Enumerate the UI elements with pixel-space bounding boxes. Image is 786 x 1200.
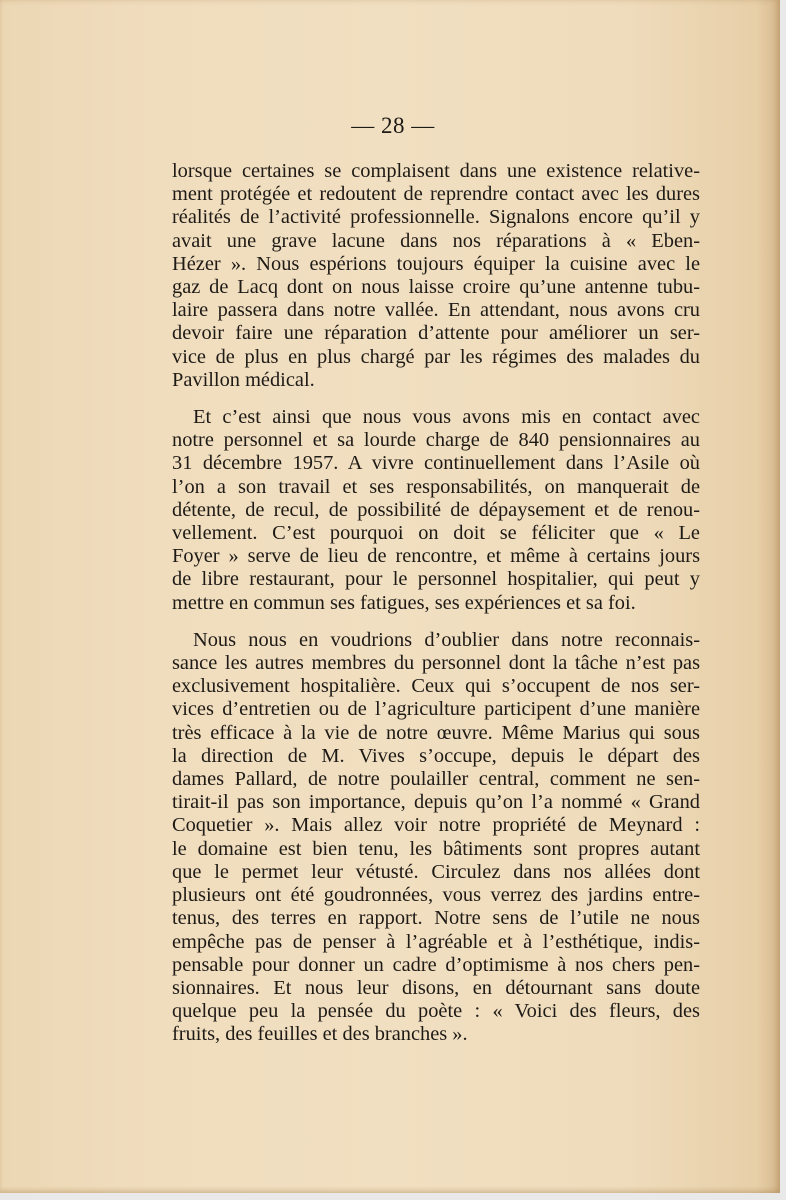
text-line: Foyer » serve de lieu de rencontre, et même à certains jours bbox=[172, 545, 700, 568]
text-line: vellement. C’est pourquoi on doit se féliciter que « Le bbox=[172, 522, 700, 545]
text-line: le domaine est bien tenu, les bâtiments sont propres autant bbox=[172, 837, 700, 860]
text-line: pensable pour donner un cadre d’optimisme à nos chers pen- bbox=[172, 953, 700, 976]
text-line: sionnaires. Et nous leur disons, en détournant sans doute bbox=[172, 976, 700, 999]
text-line: 31 décembre 1957. A vivre continuellement dans l’Asile où bbox=[172, 452, 700, 475]
text-line: exclusivement hospitalière. Ceux qui s’occupent de nos ser- bbox=[172, 675, 700, 698]
paragraph-2 bbox=[172, 406, 700, 615]
text-line: quelque peu la pensée du poète : « Voici des fleurs, des bbox=[172, 1000, 700, 1023]
text-line: gaz de Lacq dont on nous laisse croire qu’une antenne tubu- bbox=[172, 276, 700, 299]
text-line: tirait-il pas son importance, depuis qu’on l’a nommé « Grand bbox=[172, 791, 700, 814]
text-line: réalités de l’activité professionnelle. Signalons encore qu’il y bbox=[172, 206, 700, 229]
text-line: fruits, des feuilles et des branches ». bbox=[172, 1023, 468, 1046]
text-line: tenus, des terres en rapport. Notre sens de l’utile ne nous bbox=[172, 907, 700, 930]
text-line: Et c’est ainsi que nous vous avons mis en contact avec bbox=[193, 406, 700, 429]
text-line: devoir faire une réparation d’attente pour améliorer un ser- bbox=[172, 322, 700, 345]
text-line: Hézer ». Nous espérions toujours équiper la cuisine avec le bbox=[172, 252, 700, 275]
text-line: Coquetier ». Mais allez voir notre propriété de Meynard : bbox=[172, 814, 700, 837]
text-line: l’on a son travail et ses responsabilités, on manquerait de bbox=[172, 475, 700, 498]
text-line: de libre restaurant, pour le personnel hospitalier, qui peut y bbox=[172, 568, 700, 591]
text-line: notre personnel et sa lourde charge de 840 pensionnaires au bbox=[172, 429, 700, 452]
text-line: sance les autres membres du personnel dont la tâche n’est pas bbox=[172, 652, 700, 675]
text-line: laire passera dans notre vallée. En attendant, nous avons cru bbox=[172, 299, 700, 322]
paragraph-3 bbox=[172, 629, 700, 1047]
page-number: — 28 — bbox=[351, 113, 435, 138]
text-line: vice de plus en plus chargé par les régimes des malades du bbox=[172, 345, 700, 368]
text-line: ment protégée et redoutent de reprendre contact avec les dures bbox=[172, 183, 700, 206]
text-line: plusieurs ont été goudronnées, vous verrez des jardins entre- bbox=[172, 884, 700, 907]
text-line: dames Pallard, de notre poulailler central, comment ne sen- bbox=[172, 768, 700, 791]
body-text bbox=[172, 160, 700, 1047]
text-line: Nous nous en voudrions d’oublier dans notre reconnais- bbox=[193, 628, 700, 651]
text-line: la direction de M. Vives s’occupe, depuis le départ des bbox=[172, 744, 700, 767]
text-line: que le permet leur vétusté. Circulez dans nos allées dont bbox=[172, 860, 700, 883]
text-line: mettre en commun ses fatigues, ses expériences et sa foi. bbox=[172, 591, 636, 614]
paragraph-1 bbox=[172, 160, 700, 392]
text-line: détente, de recul, de possibilité de dépaysement et de renou- bbox=[172, 498, 700, 521]
text-line: vices d’entretien ou de l’agriculture participent d’une manière bbox=[172, 698, 700, 721]
text-line: très efficace à la vie de notre œuvre. Même Marius qui sous bbox=[172, 721, 700, 744]
text-line: lorsque certaines se complaisent dans une existence relative- bbox=[172, 160, 700, 182]
text-line: empêche pas de penser à l’agréable et à l’esthétique, indis- bbox=[172, 930, 700, 953]
text-line: Pavillon médical. bbox=[172, 368, 315, 391]
text-line: avait une grave lacune dans nos réparations à « Eben- bbox=[172, 229, 700, 252]
